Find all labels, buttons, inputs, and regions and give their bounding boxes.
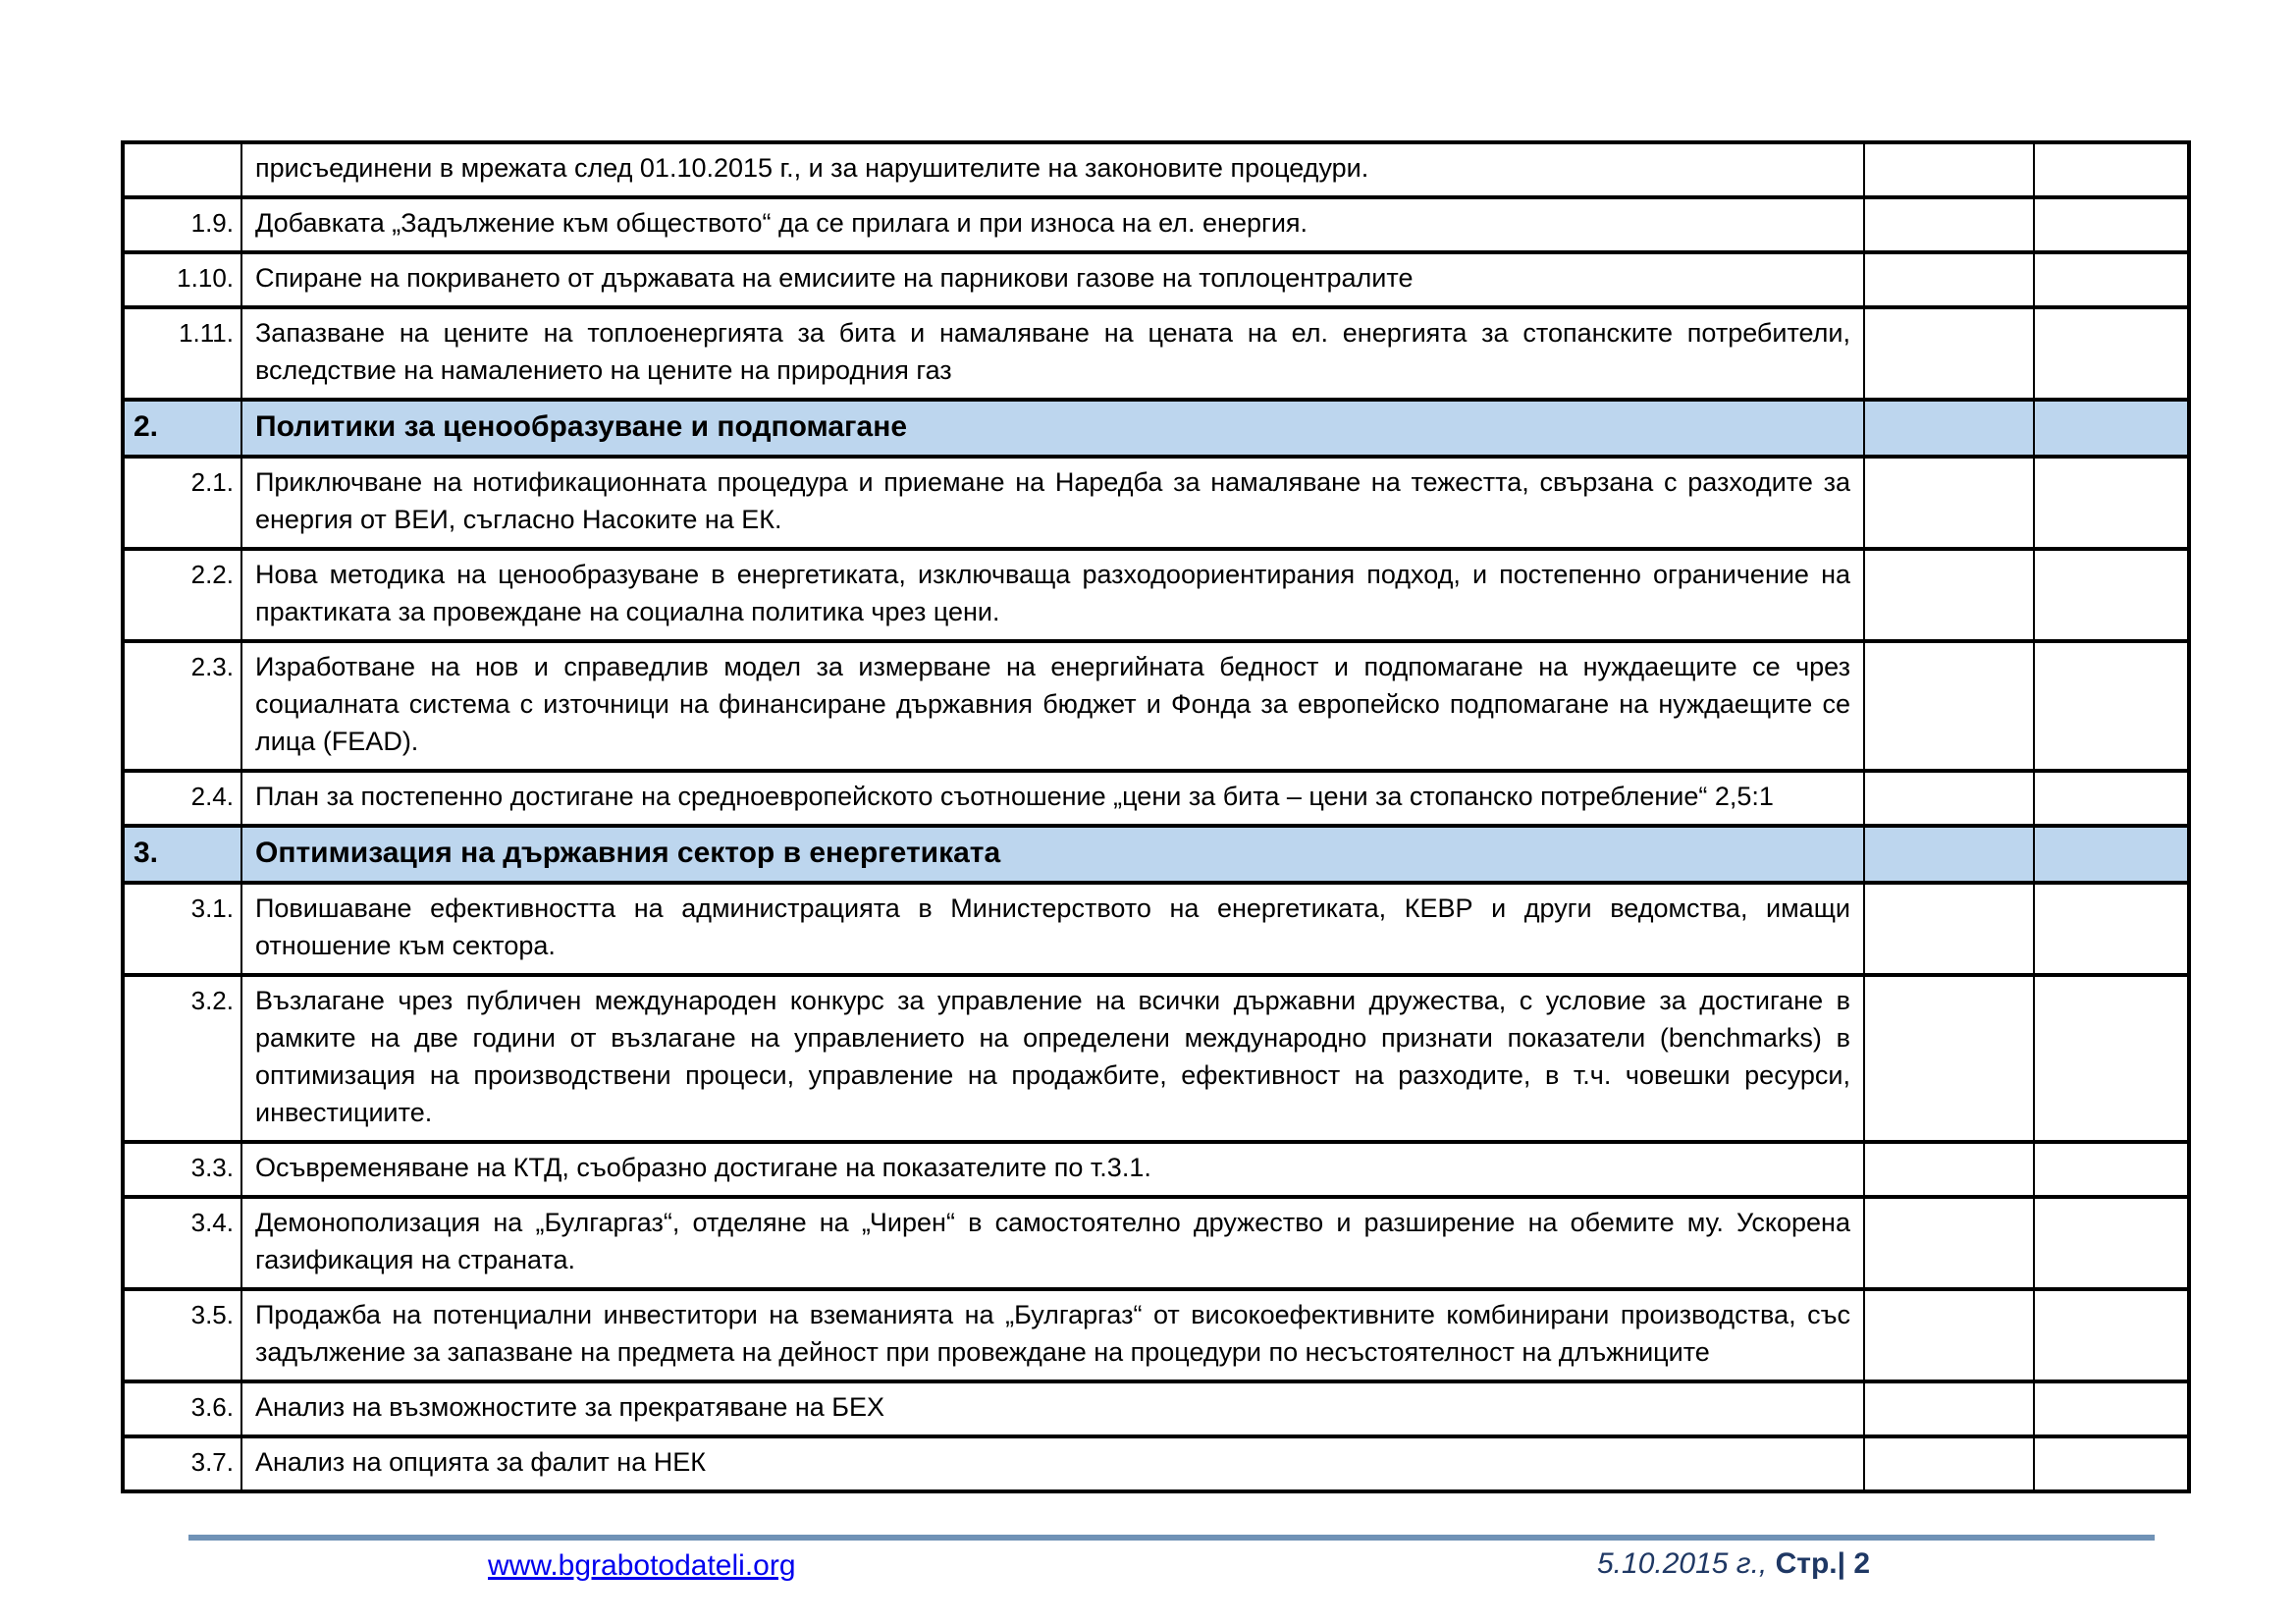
row-number-cell: 3.2. (123, 975, 241, 1142)
website-link[interactable]: www.bgrabotodateli.org (488, 1549, 796, 1582)
row-number-cell: 3.1. (123, 883, 241, 975)
status-cell-2 (2034, 975, 2189, 1142)
row-text-cell: Продажба на потенциални инвеститори на вземанията на „Булгаргаз“ от високоефективните комбинирани производства, със задължение за запазване на предмета на дейност при провеждане на процедури по несъстоятелност на длъжниците (241, 1289, 1864, 1381)
status-cell-2 (2034, 142, 2189, 197)
status-cell-1 (1864, 549, 2034, 641)
footer-divider (188, 1535, 2155, 1541)
status-cell-1 (1864, 975, 2034, 1142)
status-cell-1 (1864, 142, 2034, 197)
status-cell-1 (1864, 1381, 2034, 1436)
status-cell-2 (2034, 252, 2189, 307)
row-text-cell: Нова методика на ценообразуване в енергетиката, изключваща разходоориентирания подход, и постепенно ограничение на практиката за провеждане на социална политика чрез цени. (241, 549, 1864, 641)
status-cell-2 (2034, 826, 2189, 883)
row-text-cell: Приключване на нотификационната процедура и приемане на Наредба за намаляване на тежестта, свързана с разходите за енергия от ВЕИ, съгласно Насоките на ЕК. (241, 457, 1864, 549)
row-text-cell: Запазване на цените на топлоенергията за бита и намаляване на цената на ел. енергията за стопанските потребители, вследствие на намалението на цените на природния газ (241, 307, 1864, 400)
row-number-cell: 2.1. (123, 457, 241, 549)
status-cell-2 (2034, 197, 2189, 252)
section-header-row (123, 826, 2189, 883)
status-cell-1 (1864, 641, 2034, 771)
row-text-cell: Анализ на възможностите за прекратяване на БЕХ (241, 1381, 1864, 1436)
table-body (123, 142, 2189, 1491)
table-row (123, 771, 2189, 826)
row-text-cell: Демонополизация на „Булгаргаз“, отделяне на „Чирен“ в самостоятелно дружество и разширение на обемите му. Ускорена газификация на страната. (241, 1197, 1864, 1289)
table-row (123, 1289, 2189, 1381)
row-number-cell: 3. (123, 826, 241, 883)
row-number-cell: 3.6. (123, 1381, 241, 1436)
status-cell-2 (2034, 883, 2189, 975)
footer-date: 5.10.2015 г., (1597, 1547, 1776, 1580)
status-cell-2 (2034, 641, 2189, 771)
footer-meta (1597, 1547, 1870, 1581)
page-number: 2 (1853, 1547, 1871, 1580)
row-text-cell: Възлагане чрез публичен международен конкурс за управление на всички държавни дружества, с условие за достигане в рамките на две години от възлагане на управлението на определени международно признати показатели (benchmarks) в оптимизация на производствени процеси, управление на продажбите, ефективност на разходите, в т.ч. човешки ресурси, инвестициите. (241, 975, 1864, 1142)
row-number-cell: 3.4. (123, 1197, 241, 1289)
row-number-cell (123, 142, 241, 197)
table-row (123, 252, 2189, 307)
row-text-cell: Осъвременяване на КТД, съобразно достигане на показателите по т.3.1. (241, 1142, 1864, 1197)
status-cell-2 (2034, 1289, 2189, 1381)
table-row (123, 307, 2189, 400)
row-text-cell: присъединени в мрежата след 01.10.2015 г., и за нарушителите на законовите процедури. (241, 142, 1864, 197)
section-header-row (123, 400, 2189, 457)
row-text-cell: Повишаване ефективността на администрацията в Министерството на енергетиката, КЕВР и други ведомства, имащи отношение към сектора. (241, 883, 1864, 975)
status-cell-1 (1864, 1436, 2034, 1491)
row-text-cell: Изработване на нов и справедлив модел за измерване на енергийната бедност и подпомагане на нуждаещите се чрез социалната система с източници на финансиране държавния бюджет и Фонда за европейско подпомагане на нуждаещите се лица (FEAD). (241, 641, 1864, 771)
status-cell-1 (1864, 400, 2034, 457)
status-cell-1 (1864, 1289, 2034, 1381)
status-cell-2 (2034, 1436, 2189, 1491)
row-number-cell: 1.11. (123, 307, 241, 400)
row-number-cell: 2.3. (123, 641, 241, 771)
page-label: Стр.| (1775, 1547, 1854, 1580)
status-cell-1 (1864, 1142, 2034, 1197)
row-text-cell: Оптимизация на държавния сектор в енергетиката (241, 826, 1864, 883)
table-row (123, 1436, 2189, 1491)
row-number-cell: 1.9. (123, 197, 241, 252)
row-text-cell: Спиране на покриването от държавата на емисиите на парникови газове на топлоцентралите (241, 252, 1864, 307)
status-cell-1 (1864, 826, 2034, 883)
status-cell-1 (1864, 307, 2034, 400)
status-cell-2 (2034, 457, 2189, 549)
row-text-cell: Добавката „Задължение към обществото“ да се прилага и при износа на ел. енергия. (241, 197, 1864, 252)
row-number-cell: 2. (123, 400, 241, 457)
status-cell-1 (1864, 457, 2034, 549)
table-row (123, 1381, 2189, 1436)
row-number-cell: 3.5. (123, 1289, 241, 1381)
table-row (123, 975, 2189, 1142)
status-cell-1 (1864, 1197, 2034, 1289)
table-row (123, 641, 2189, 771)
status-cell-2 (2034, 549, 2189, 641)
row-text-cell: Политики за ценообразуване и подпомагане (241, 400, 1864, 457)
status-cell-2 (2034, 1197, 2189, 1289)
table-row (123, 549, 2189, 641)
status-cell-2 (2034, 307, 2189, 400)
action-plan-table (121, 140, 2191, 1493)
row-text-cell: План за постепенно достигане на средноевропейското съотношение „цени за бита – цени за стопанско потребление“ 2,5:1 (241, 771, 1864, 826)
status-cell-2 (2034, 1381, 2189, 1436)
status-cell-1 (1864, 771, 2034, 826)
table-row (123, 457, 2189, 549)
table-row (123, 1197, 2189, 1289)
row-number-cell: 3.3. (123, 1142, 241, 1197)
status-cell-1 (1864, 252, 2034, 307)
row-number-cell: 2.2. (123, 549, 241, 641)
status-cell-1 (1864, 197, 2034, 252)
row-number-cell: 3.7. (123, 1436, 241, 1491)
status-cell-2 (2034, 1142, 2189, 1197)
table-row (123, 1142, 2189, 1197)
status-cell-2 (2034, 400, 2189, 457)
row-number-cell: 1.10. (123, 252, 241, 307)
table-row (123, 197, 2189, 252)
row-text-cell: Анализ на опцията за фалит на НЕК (241, 1436, 1864, 1491)
table-row (123, 883, 2189, 975)
row-number-cell: 2.4. (123, 771, 241, 826)
status-cell-1 (1864, 883, 2034, 975)
table-row (123, 142, 2189, 197)
status-cell-2 (2034, 771, 2189, 826)
